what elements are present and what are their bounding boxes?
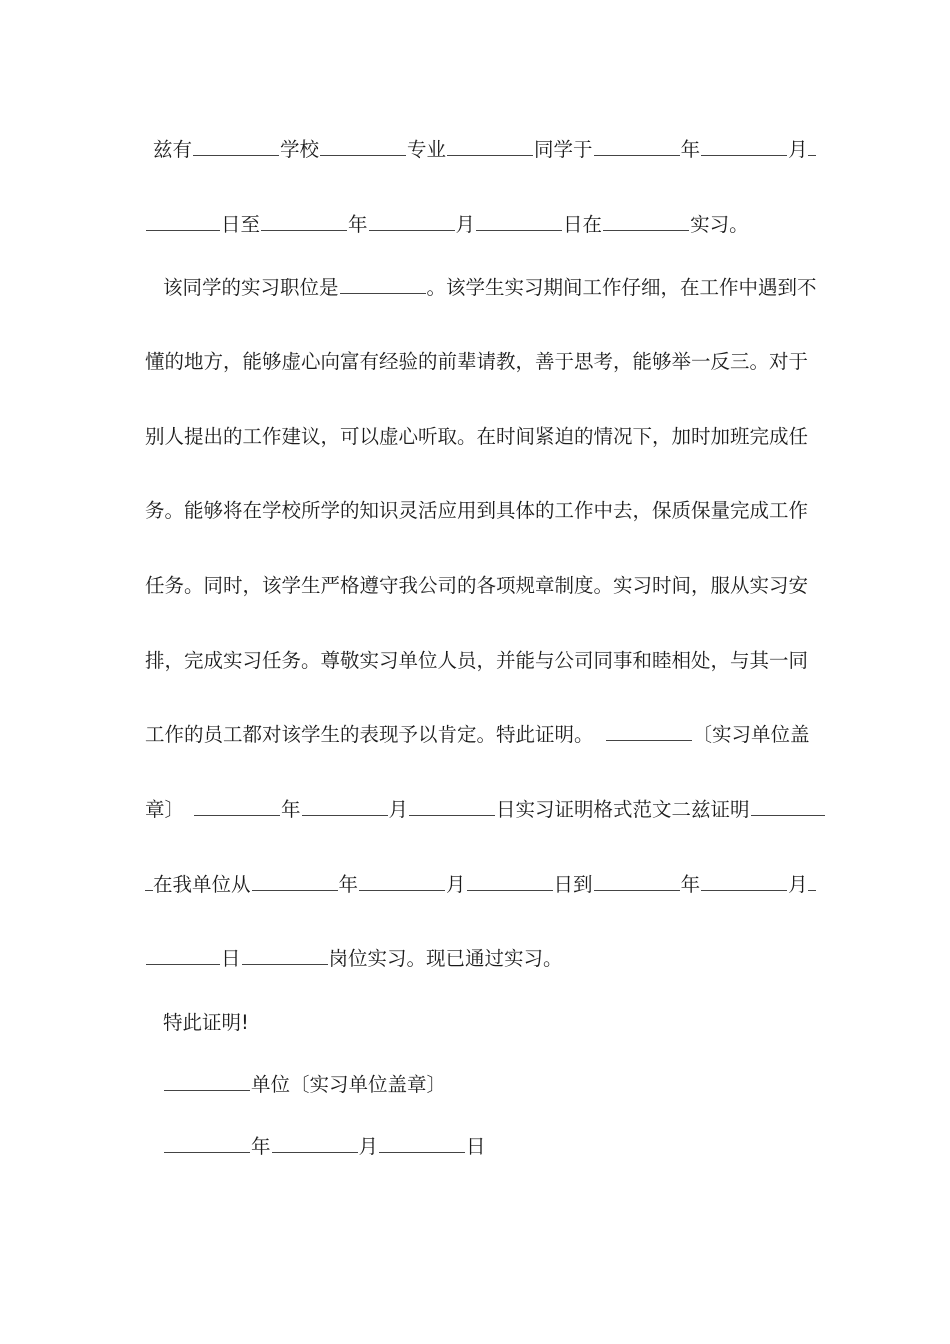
blank-field[interactable]: [369, 212, 455, 231]
blank-field[interactable]: [379, 1134, 465, 1153]
text: 年: [281, 798, 301, 821]
closing-line: 特此证明!: [163, 1011, 249, 1034]
paragraph-line-8: 排，完成实习任务。尊敬实习单位人员，并能与公司同事和睦相处，与其一同: [145, 649, 809, 672]
blank-field[interactable]: [808, 137, 816, 156]
text: 月: [358, 1135, 379, 1158]
text: 日至: [221, 213, 261, 236]
blank-field[interactable]: [145, 872, 153, 891]
blank-field[interactable]: [467, 872, 553, 891]
text: 〔实习单位盖: [692, 723, 810, 746]
text: 日: [466, 1135, 486, 1158]
blank-field[interactable]: [594, 137, 680, 156]
text: 年: [338, 873, 359, 896]
blank-field[interactable]: [476, 212, 562, 231]
date-line: [163, 1133, 823, 1161]
blank-field[interactable]: [447, 137, 533, 156]
text: 日: [221, 947, 241, 970]
blank-field[interactable]: [701, 137, 787, 156]
unit-stamp-line: [163, 1071, 823, 1099]
blank-field[interactable]: [252, 872, 338, 891]
blank-field[interactable]: [808, 872, 816, 891]
blank-field[interactable]: [242, 946, 328, 965]
blank-field[interactable]: [272, 1134, 358, 1153]
text: 该同学的实习职位是: [163, 276, 339, 299]
text: 。该学生实习期间工作仔细，在工作中遇到不: [426, 276, 817, 299]
text: 年: [251, 1135, 271, 1158]
paragraph-line-4: 懂的地方，能够虚心向富有经验的前辈请教，善于思考，能够举一反三。对于: [145, 350, 809, 373]
blank-field[interactable]: [164, 1072, 250, 1091]
blank-field[interactable]: [701, 872, 787, 891]
text: 学校: [280, 138, 320, 161]
blank-field[interactable]: [603, 212, 689, 231]
blank-field[interactable]: [302, 797, 388, 816]
blank-field[interactable]: [146, 212, 220, 231]
blank-field[interactable]: [409, 797, 495, 816]
paragraph-line-5: 别人提出的工作建议，可以虚心听取。在时间紧迫的情况下，加时加班完成任: [145, 425, 809, 448]
text: 同学于: [534, 138, 593, 161]
paragraph-line-9: [145, 721, 810, 749]
text: 专业: [407, 138, 447, 161]
blank-field[interactable]: [340, 275, 426, 294]
blank-field[interactable]: [594, 872, 680, 891]
blank-field[interactable]: [164, 1134, 250, 1153]
paragraph-line-11: [145, 871, 808, 899]
blank-field[interactable]: [146, 946, 220, 965]
blank-field[interactable]: [606, 722, 692, 741]
text: 年: [348, 213, 368, 236]
text: 月: [788, 873, 808, 896]
blank-field[interactable]: [359, 872, 445, 891]
text: 岗位实习。现已通过实习。: [328, 947, 563, 970]
blank-field[interactable]: [320, 137, 406, 156]
text: 日在: [563, 213, 603, 236]
blank-field[interactable]: [751, 797, 825, 816]
text: 年: [680, 873, 701, 896]
text: 月: [788, 138, 808, 161]
paragraph-line-10: [145, 796, 805, 824]
paragraph-line-2: [145, 211, 805, 239]
text: 年: [680, 138, 701, 161]
text: 日到: [553, 873, 593, 896]
text: 月: [455, 213, 476, 236]
text: 单位〔实习单位盖章〕: [251, 1073, 447, 1096]
paragraph-line-12: [145, 945, 805, 973]
paragraph-line-1: [153, 136, 808, 164]
text: 章〕: [145, 798, 185, 821]
text: 日实习证明格式范文二兹证明: [496, 798, 750, 821]
text: 兹有: [153, 138, 193, 161]
blank-field[interactable]: [194, 797, 280, 816]
paragraph-line-7: 任务。同时，该学生严格遵守我公司的各项规章制度。实习时间，服从实习安: [145, 574, 809, 597]
blank-field[interactable]: [261, 212, 347, 231]
paragraph-line-3: [163, 274, 817, 302]
text: 实习。: [690, 213, 749, 236]
text: 在我单位从: [153, 873, 251, 896]
paragraph-line-6: 务。能够将在学校所学的知识灵活应用到具体的工作中去，保质保量完成工作: [145, 499, 809, 522]
text: 工作的员工都对该学生的表现予以肯定。特此证明。: [145, 723, 594, 746]
text: 月: [446, 873, 466, 896]
text: 月: [388, 798, 409, 821]
blank-field[interactable]: [193, 137, 279, 156]
